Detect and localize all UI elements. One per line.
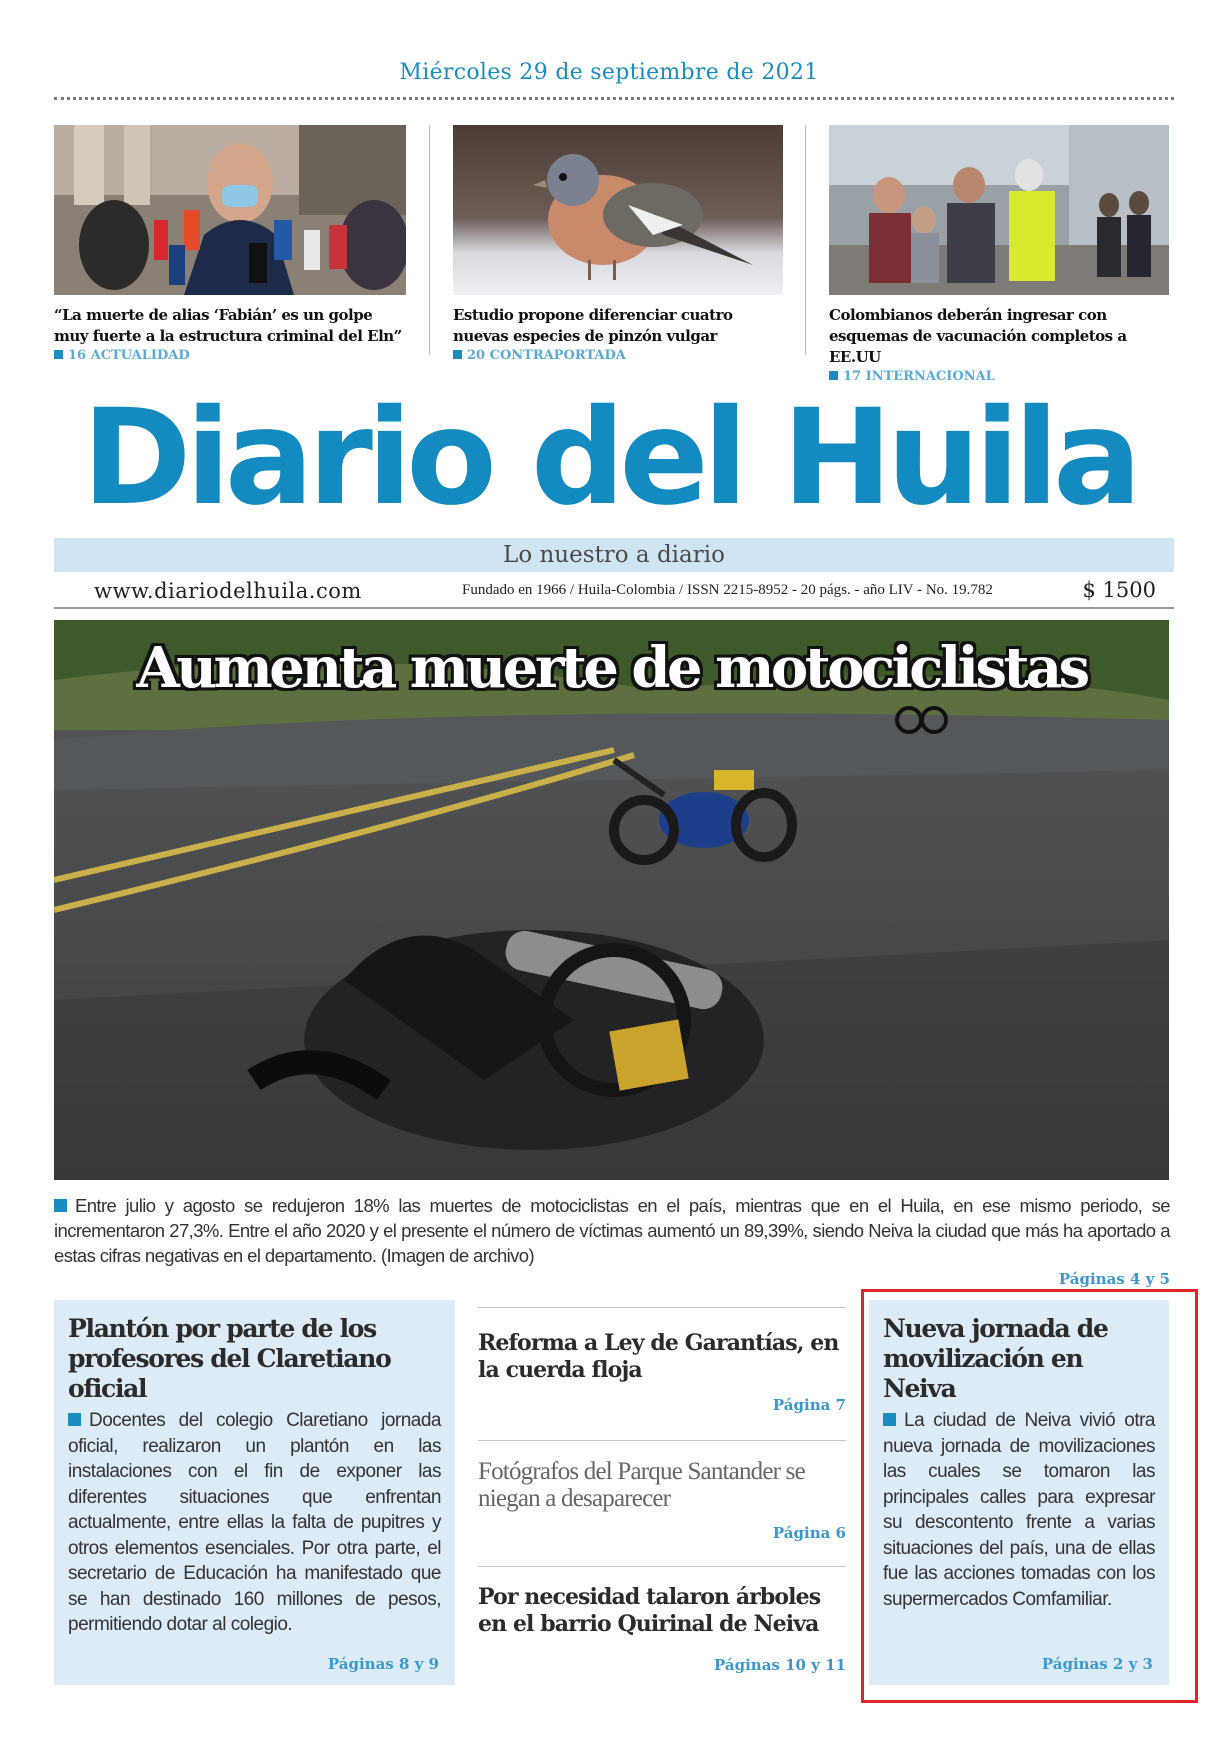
teaser-photo-press-conference (54, 125, 406, 295)
teaser-divider (805, 125, 806, 355)
info-bar (54, 573, 1174, 609)
story-pages-link[interactable]: Páginas 8 y 9 (327, 1655, 439, 1673)
divider (478, 1307, 846, 1308)
hero-pages-link[interactable]: Páginas 4 y 5 (1058, 1270, 1170, 1288)
story-pages-link[interactable]: Página 7 (772, 1396, 846, 1414)
divider (478, 1440, 846, 1441)
teaser-photo-travelers (829, 125, 1169, 295)
publication-info: Fundado en 1966 / Huila-Colombia / ISSN 2215-8952 - 20 págs. - año LIV - No. 19.782 (462, 582, 993, 598)
teaser-section: 17 INTERNACIONAL (829, 369, 1169, 384)
story-pages-link[interactable]: Página 6 (772, 1524, 846, 1542)
story-title: Reforma a Ley de Garantías, en la cuerda floja (478, 1330, 839, 1383)
divider (478, 1566, 846, 1567)
price: $ 1500 (1082, 578, 1156, 602)
teaser-caption: Estudio propone diferenciar cuatro nuevas especies de pinzón vulgar (453, 306, 733, 345)
teaser-section: 16 ACTUALIDAD (54, 348, 406, 363)
story-pages-link[interactable]: Páginas 2 y 3 (1041, 1655, 1153, 1673)
story-fotografos[interactable] (478, 1458, 846, 1542)
story-body: Docentes del colegio Claretiano jornada oficial, realizaron un plantón en las instalaciones con el fin de exponer las diferentes situaciones que enfrentan actualmente, entre ellas la falta de pupitres y otros elementos esenciales. Por otra parte, el secretario de Educación ha manifestado que se han destinado 160 millones de pesos, permitiendo dotar al colegio. (68, 1410, 441, 1635)
story-pages-link[interactable]: Páginas 10 y 11 (714, 1656, 846, 1674)
hero-photo-accident[interactable] (54, 620, 1169, 1180)
highlight-frame (861, 1289, 1198, 1703)
story-planton[interactable] (54, 1300, 455, 1685)
story-title: Fotógrafos del Parque Santander se niegan a desaparecer (478, 1458, 805, 1512)
teaser-eeuu[interactable] (829, 125, 1169, 384)
hero-caption: Entre julio y agosto se redujeron 18% las muertes de motociclistas en el país, mientras que en el Huila, en ese mismo periodo, se incrementaron 27,3%. Entre el año 2020 y el presente el número de víctimas aumentó un 89,39%, siendo Neiva la ciudad que más ha aportado a estas cifras negativas en el departamento. (Imagen de archivo) (54, 1195, 1170, 1266)
teaser-caption: “La muerte de alias ‘Fabián’ es un golpe muy fuerte a la estructura criminal del Eln” (54, 306, 402, 345)
teaser-section: 20 CONTRAPORTADA (453, 348, 783, 363)
story-quirinal[interactable] (478, 1584, 846, 1674)
teaser-eln[interactable] (54, 125, 406, 363)
story-title: Nueva jornada de movilización en Neiva (883, 1314, 1108, 1403)
tagline: Lo nuestro a diario (54, 538, 1174, 572)
story-ley-garantias[interactable] (478, 1330, 846, 1414)
top-divider (54, 97, 1174, 100)
teaser-photo-bird (453, 125, 783, 295)
issue-date: Miércoles 29 de septiembre de 2021 (399, 60, 819, 85)
main-headline: Aumenta muerte de motociclistas (136, 635, 1087, 701)
masthead-logo: Diario del Huila (81, 381, 1137, 535)
teaser-pinzon[interactable] (453, 125, 783, 363)
story-body: La ciudad de Neiva vivió otra nueva jornada de movilizaciones las cuales se tomaron las principales calles para expresar su descontento frente a varias situaciones del país, una de ellas fue las acciones tomadas con los supermercados Comfamiliar. (883, 1410, 1155, 1610)
story-title: Por necesidad talaron árboles en el barrio Quirinal de Neiva (478, 1584, 821, 1637)
story-title: Plantón por parte de los profesores del Claretiano oficial (68, 1314, 391, 1403)
teaser-caption: Colombianos deberán ingresar con esquemas de vacunación completos a EE.UU (829, 306, 1127, 366)
website-link[interactable]: www.diariodelhuila.com (94, 579, 362, 603)
teaser-divider (429, 125, 430, 355)
